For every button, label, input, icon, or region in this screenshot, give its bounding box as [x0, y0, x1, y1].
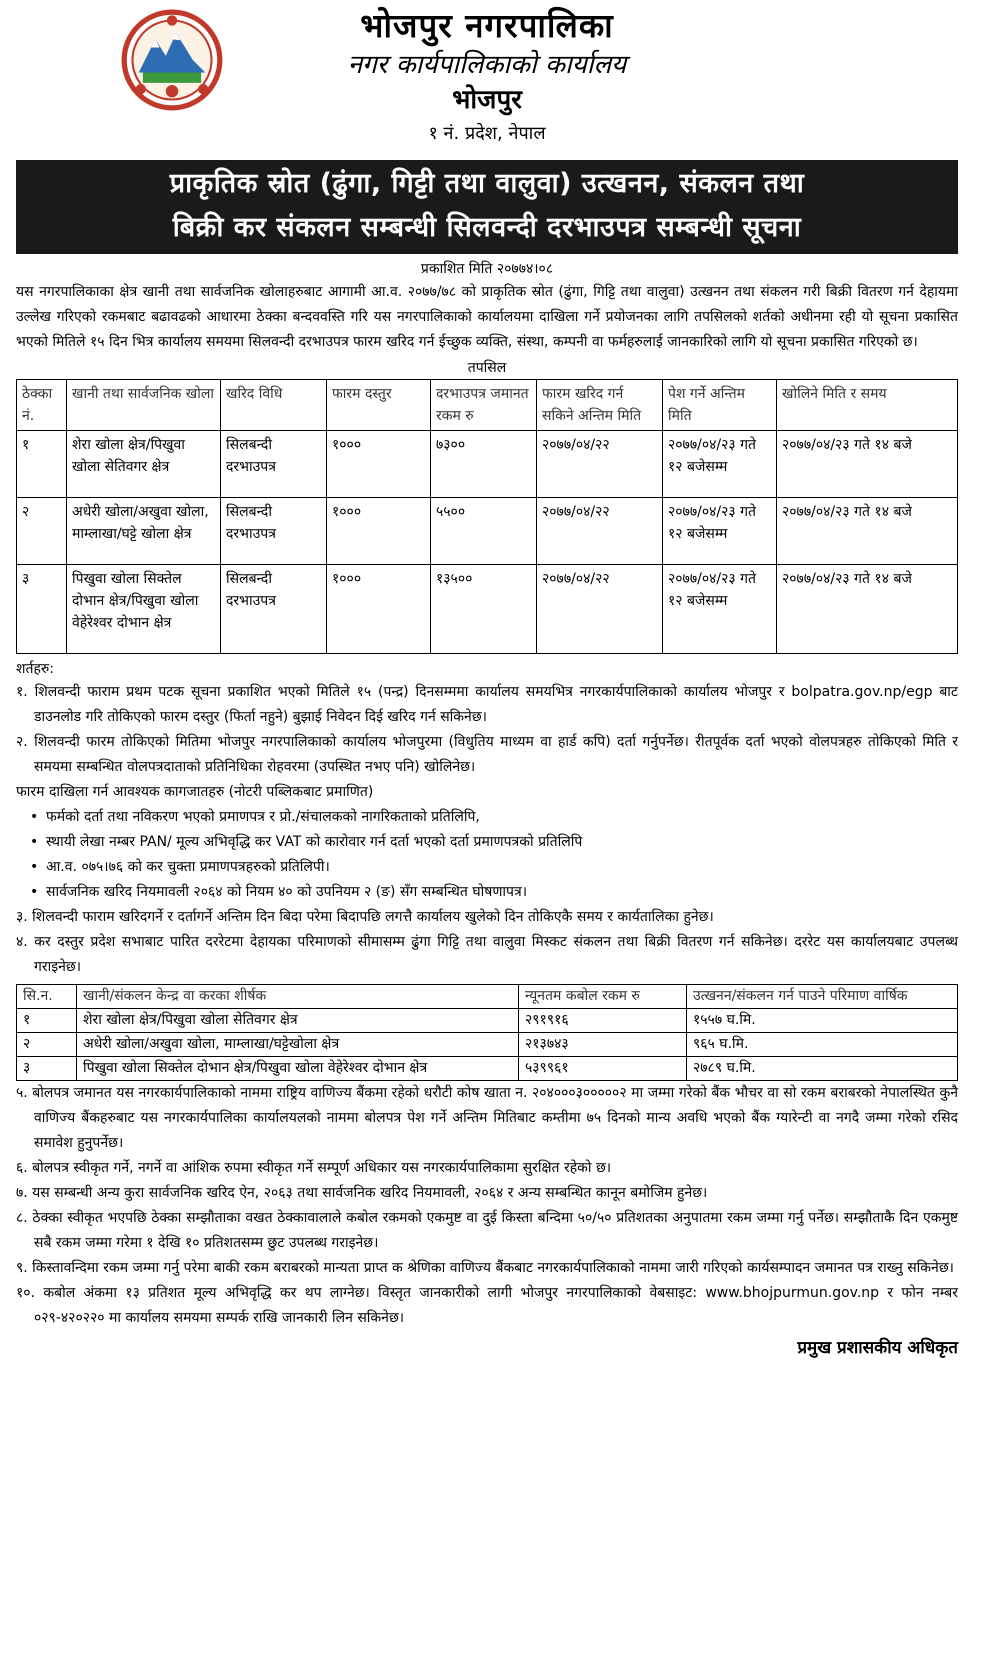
table-cell: २०७७/०४/२२ [537, 498, 663, 565]
table-header-cell: उत्खनन/संकलन गर्न पाउने परिमाण वार्षिक [687, 985, 958, 1009]
extraction-quota-table [16, 984, 958, 1081]
table-cell: १ [17, 431, 67, 498]
table-cell: पिखुवा खोला सिक्तेल दोभान क्षेत्र/पिखुवा खोला वेहेरेश्वर दोभान क्षेत्र [67, 565, 221, 654]
table-cell: २९१९१६ [519, 1009, 687, 1033]
table-cell: १ [17, 1009, 77, 1033]
table-row [17, 1057, 958, 1081]
table-cell: १००० [327, 431, 431, 498]
table-cell: २०७७/०४/२३ गते १२ बजेसम्म [663, 431, 777, 498]
table-cell: अधेरी खोला/अखुवा खोला, माम्लाखा/घट्टेखोला क्षेत्र [77, 1033, 519, 1057]
table-cell: २७८९ घ.मि. [687, 1057, 958, 1081]
table-cell: सिलबन्दी दरभाउपत्र [221, 498, 327, 565]
condition-2: २. शिलवन्दी फारम तोकिएको मितिमा भोजपुर नगरपालिकाको कार्यालय भोजपुरमा (विधुतिय माध्यम वा हार्ड कपि) दर्ता गर्नुपर्नेछ। रीतपूर्वक दर्ता भएको वोलपत्रहरु तोकिएको मिति र समयमा सम्बन्धित वोलपत्रदाताको प्रतिनिधिका रोहवरमा (उपस्थित नभए पनि) खोलिनेछ। [16, 734, 958, 775]
table-cell: १५५७ घ.मि. [687, 1009, 958, 1033]
table-cell: २०७७/०४/२३ गते १२ बजेसम्म [663, 565, 777, 654]
table-cell: २०७७/०४/२२ [537, 565, 663, 654]
table-cell: ५३९९६१ [519, 1057, 687, 1081]
table-cell: २०७७/०४/२३ गते १४ बजे [777, 431, 958, 498]
signatory-title: प्रमुख प्रशासकीय अधिकृत [797, 1338, 958, 1358]
table-header-cell: फारम दस्तुर [327, 380, 431, 431]
table-cell: पिखुवा खोला सिक्तेल दोभान क्षेत्र/पिखुवा खोला वेहेरेश्वर दोभान क्षेत्र [77, 1057, 519, 1081]
tender-schedule-table [16, 379, 958, 654]
condition-3: ३. शिलवन्दी फाराम खरिदगर्ने र दर्तागर्ने अन्तिम दिन बिदा परेमा बिदापछि लगत्तै कार्यालय खुलेको दिन तोकिएकै समय र कार्यतालिका हुनेछ। [16, 909, 714, 925]
table-cell: २१३७४३ [519, 1033, 687, 1057]
table-cell: ७३०० [431, 431, 537, 498]
office-place: भोजपुर [452, 85, 522, 115]
document-item: • स्थायी लेखा नम्बर PAN/ मूल्य अभिवृद्धि कर VAT को कारोवार गर्न दर्ता भएको दर्ता प्रमाणपत्रको प्रतिलिपि [16, 830, 958, 855]
intro-paragraph: यस नगरपालिकाका क्षेत्र खानी तथा सार्वजनिक खोलाहरुबाट आगामी आ.व. २०७७/७८ को प्राकृतिक स्रोत (ढुंगा, गिट्टि तथा वालुवा) उत्खनन तथा संकलन गरी बिक्री वितरण गर्न देहायमा उल्लेख गरिएको रकमबाट बढावढको आधारमा ठेक्का बन्दववस्ति गरि यस नगरपालिकाको कार्यालयमा दाखिला गर्ने प्रयोजनका लागि तपसिलको शर्तको अधीनमा रही यो सूचना प्रकासित भएको मितिले १५ दिन भित्र कार्यालय समयमा सिलवन्दी दरभाउपत्र फारम खरिद गर्न ईच्छुक व्यक्ति, संस्था, कम्पनी वा फर्महरुलाई जानकारिको लागि यो सूचना प्रकासित गरिएको छ। [16, 284, 958, 350]
table-cell: सिलबन्दी दरभाउपत्र [221, 565, 327, 654]
notice-title-line-2: बिक्री कर संकलन सम्बन्धी सिलवन्दी दरभाउपत्र सम्बन्धी सूचना [172, 212, 802, 243]
table-row [17, 431, 958, 498]
table-cell: २ [17, 498, 67, 565]
condition-7: ७. यस सम्बन्धी अन्य कुरा सार्वजनिक खरिद ऐन, २०६३ तथा सार्वजनिक खरिद नियमावली, २०६४ र अन्य सम्बन्धित कानून बमोजिम हुनेछ। [16, 1185, 708, 1201]
table-cell: २०७७/०४/२३ गते १२ बजेसम्म [663, 498, 777, 565]
table-cell: सिलबन्दी दरभाउपत्र [221, 431, 327, 498]
published-date: प्रकाशित मिति २०७७४।०८ [420, 261, 554, 277]
condition-6: ६. बोलपत्र स्वीकृत गर्ने, नगर्ने वा आंशिक रुपमा स्वीकृत गर्ने सम्पूर्ण अधिकार यस नगरकार्यपालिकामा सुरक्षित रहेको छ। [16, 1160, 612, 1176]
table-header-row [17, 985, 958, 1009]
table-header-cell: ठेक्का नं. [17, 380, 67, 431]
table-cell: १००० [327, 565, 431, 654]
table-header-cell: न्यूनतम कबोल रकम रु [519, 985, 687, 1009]
document-item: • फर्मको दर्ता तथा नविकरण भएको प्रमाणपत्र र प्रो./संचालकको नागरिकताको प्रतिलिपि, [16, 805, 958, 830]
table-cell: २०७७/०४/२२ [537, 431, 663, 498]
province-line: १ नं. प्रदेश, नेपाल [428, 123, 546, 144]
table-header-cell: फारम खरिद गर्न सकिने अन्तिम मिति [537, 380, 663, 431]
conditions-heading: शर्तहरु: [16, 661, 55, 677]
office-subtitle: नगर कार्यपालिकाको कार्यालय [347, 50, 627, 80]
letterhead [16, 0, 958, 160]
table-cell: अधेरी खोला/अखुवा खोला, माम्लाखा/घट्टे खोला क्षेत्र [67, 498, 221, 565]
documents-heading: फारम दाखिला गर्न आवश्यक कागजातहरु (नोटरी पब्लिकबाट प्रमाणित) [16, 784, 374, 800]
document-item: • आ.व. ०७५।७६ को कर चुक्ता प्रमाणपत्रहरुको प्रतिलिपी। [16, 855, 958, 880]
table-header-cell: सि.न. [17, 985, 77, 1009]
table-header-row [17, 380, 958, 431]
table-row [17, 1033, 958, 1057]
organization-title: भोजपुर नगरपालिका [360, 6, 614, 45]
table-row [17, 1009, 958, 1033]
table-cell: २०७७/०४/२३ गते १४ बजे [777, 498, 958, 565]
condition-10: १०. कबोल अंकमा १३ प्रतिशत मूल्य अभिवृद्धि कर थप लाग्नेछ। विस्तृत जानकारीको लागी भोजपुर नगरपालिकाको वेबसाइट: www.bhojpurmun.gov.np र फोन नम्बर ०२९-४२०२२० मा कार्यालय समयमा सम्पर्क राखि जानकारी लिन सकिनेछ। [16, 1285, 958, 1326]
condition-1: १. शिलवन्दी फाराम प्रथम पटक सूचना प्रकाशित भएको मितिले १५ (पन्द्र) दिनसम्ममा कार्यालय समयभित्र नगरकार्यपालिकाको कार्यालय भोजपुर र bolpatra.gov.np/egp बाट डाउनलोड गरि तोकिएको फारम दस्तुर (फिर्ता नहुने) बुझाई निवेदन दिई खरिद गर्न सकिनेछ। [16, 684, 958, 725]
condition-5: ५. बोलपत्र जमानत यस नगरकार्यपालिकाको नाममा राष्ट्रिय वाणिज्य बैंकमा रहेको धरौटी कोष खाता न. २०४०००३०००००२ मा जम्मा गरेको बैंक भौचर वा सो रकम बराबरको नेपालस्थित कुनै वाणिज्य बैंकहरुबाट यस नगरकार्यपालिका कार्यालयलको नाममा बोलपत्र पेश गर्ने अन्तिम मितिबाट कम्तीमा ७५ दिनको मान्य अवधि भएको बैंक ग्यारेन्टी वा नगदै जम्मा गरेको रसिद समावेश हुनुपर्नेछ। [16, 1085, 958, 1151]
condition-8: ८. ठेक्का स्वीकृत भएपछि ठेक्का सम्झौताका वखत ठेक्कावालाले कबोल रकमको एकमुष्ट वा दुई किस्ता बन्दिमा ५०/५० प्रतिशतका अनुपातमा रकम जम्मा गर्नु पर्नेछ। सम्झौताकै दिन एकमुष्ट सबै रकम जम्मा गरेमा १ देखि १० प्रतिशतसम्म छुट उपलब्ध गराइनेछ। [16, 1210, 958, 1251]
table-cell: १३५०० [431, 565, 537, 654]
condition-4: ४. कर दस्तुर प्रदेश सभाबाट पारित दररेटमा देहायका परिमाणको सीमासम्म ढुंगा गिट्टि तथा वालुवा मिस्कट संकलन तथा बिक्री वितरण गर्न सकिनेछ। दररेट यस कार्यालयबाट उपलब्ध गराइनेछ। [16, 934, 958, 975]
table-cell: शेरा खोला क्षेत्र/पिखुवा खोला सेतिवगर क्षेत्र [77, 1009, 519, 1033]
table-header-cell: खानी/संकलन केन्द्र वा करका शीर्षक [77, 985, 519, 1009]
table-cell: ५५०० [431, 498, 537, 565]
table-cell: ३ [17, 1057, 77, 1081]
notice-title-banner [16, 160, 958, 254]
table-row [17, 565, 958, 654]
table-header-cell: पेश गर्ने अन्तिम मिति [663, 380, 777, 431]
table-header-cell: खरिद विधि [221, 380, 327, 431]
condition-9: ९. किस्तावन्दिमा रकम जम्मा गर्नु परेमा बाकी रकम बराबरको मान्यता प्राप्त क श्रेणिका वाणिज्य बैंकबाट नगरकार्यपालिकाको नाममा जारी गरिएको कार्यसम्पादन जमानत पत्र राख्नु सकिनेछ। [16, 1260, 954, 1276]
table-cell: ९६५ घ.मि. [687, 1033, 958, 1057]
document-item: • सार्वजनिक खरिद नियमावली २०६४ को नियम ४० को उपनियम २ (ङ) सँग सम्बन्धित घोषणापत्र। [16, 880, 958, 905]
table-header-cell: खोलिने मिति र समय [777, 380, 958, 431]
table-cell: १००० [327, 498, 431, 565]
table-cell: २०७७/०४/२३ गते १४ बजे [777, 565, 958, 654]
schedule-caption: तपसिल [467, 360, 507, 376]
table-row [17, 498, 958, 565]
table-cell: २ [17, 1033, 77, 1057]
notice-title-line-1: प्राकृतिक स्रोत (ढुंगा, गिट्टी तथा वालुवा) उत्खनन, संकलन तथा [169, 168, 805, 199]
table-header-cell: दरभाउपत्र जमानत रकम रु [431, 380, 537, 431]
table-header-cell: खानी तथा सार्वजनिक खोला [67, 380, 221, 431]
table-cell: ३ [17, 565, 67, 654]
table-cell: शेरा खोला क्षेत्र/पिखुवा खोला सेतिवगर क्षेत्र [67, 431, 221, 498]
